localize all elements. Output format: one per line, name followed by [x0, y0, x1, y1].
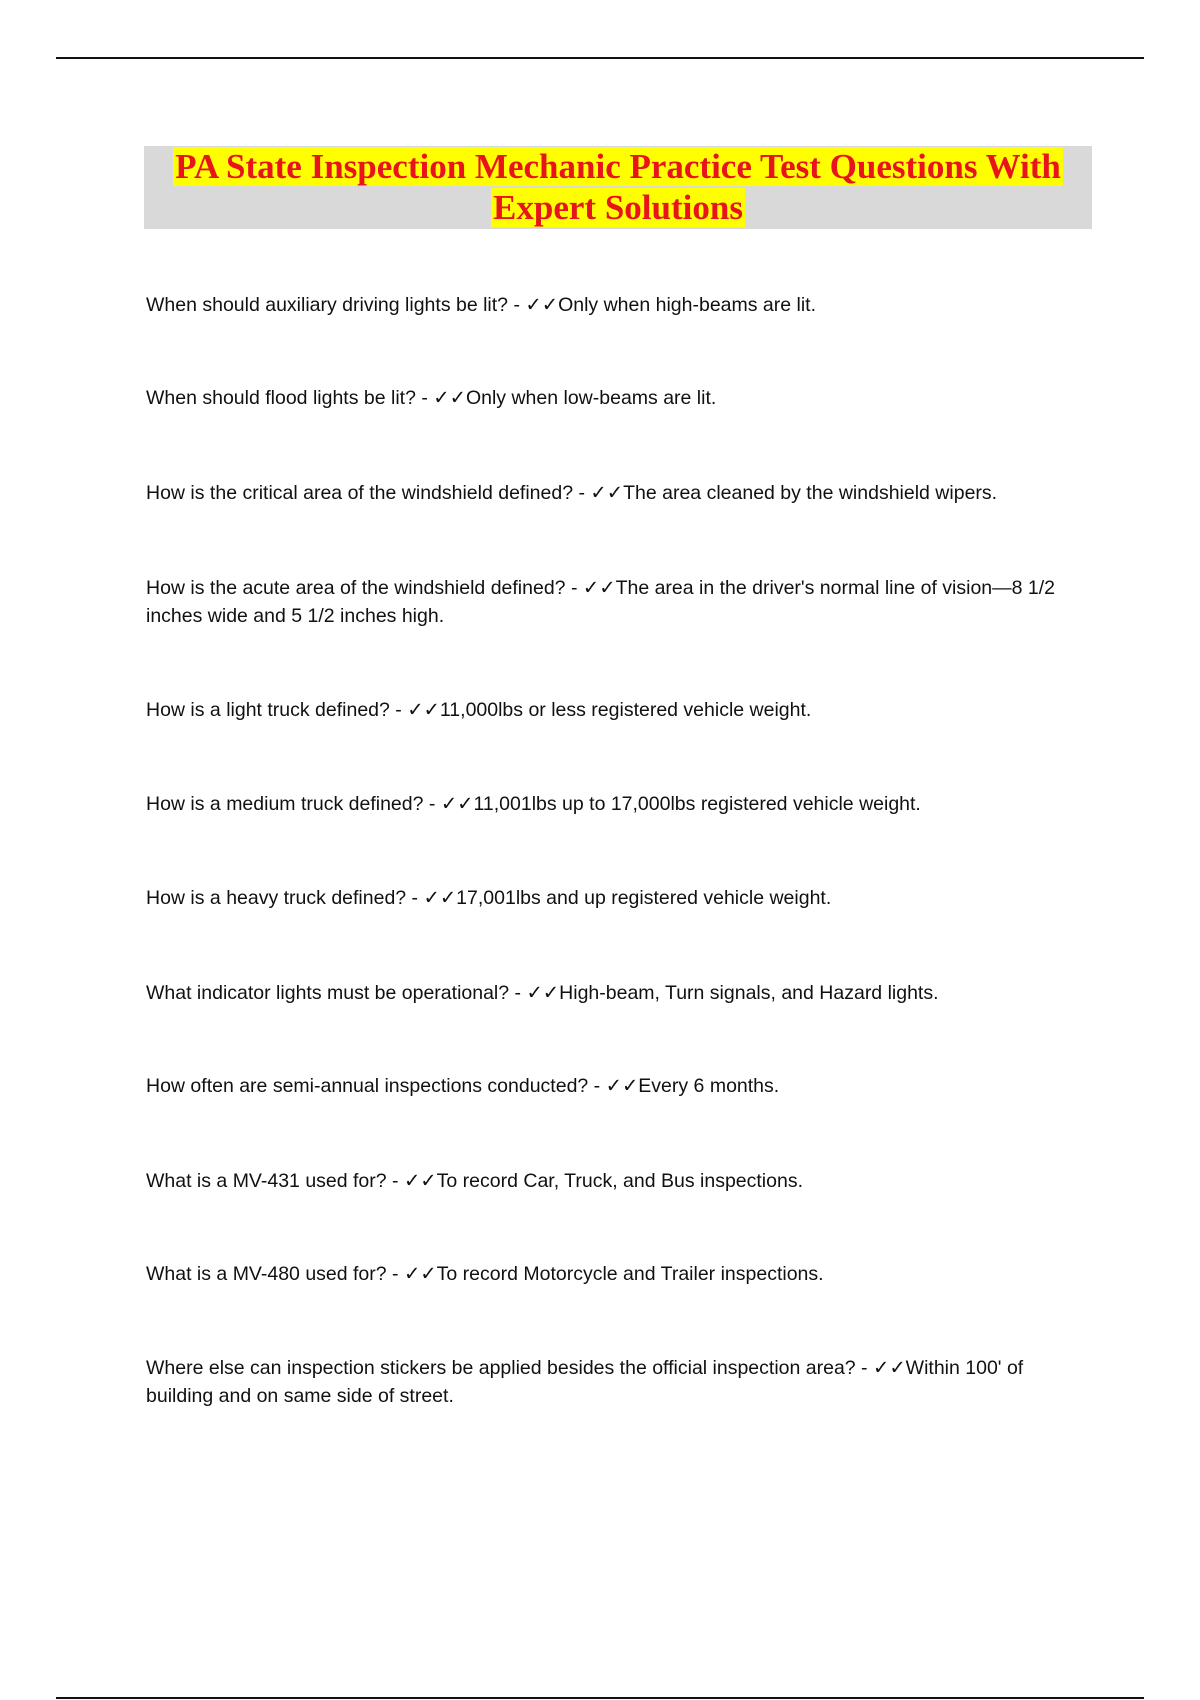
check-icon: ✓✓: [525, 293, 559, 316]
answer-text: 11,000lbs or less registered vehicle weight.: [439, 699, 812, 721]
answer-text: The area cleaned by the windshield wipers.: [623, 482, 998, 504]
check-icon: ✓✓: [605, 1074, 639, 1097]
bottom-rule: [56, 1697, 1144, 1699]
qa-item: [146, 1260, 1076, 1288]
qa-item: [146, 574, 1076, 630]
check-icon: ✓✓: [407, 698, 440, 721]
check-icon: ✓✓: [590, 481, 624, 504]
title-box: [144, 146, 1092, 229]
qa-item: [146, 1167, 1076, 1195]
qa-item: [146, 291, 1076, 319]
question-text: What is a MV-480 used for?: [146, 1263, 387, 1285]
qa-item: [146, 479, 1076, 507]
check-icon: ✓✓: [433, 386, 466, 409]
answer-text: Every 6 months.: [638, 1075, 780, 1097]
answer-text: Only when low-beams are lit.: [465, 387, 717, 409]
qa-item: [146, 1354, 1076, 1410]
check-icon: ✓✓: [440, 792, 474, 815]
question-text: How is the critical area of the windshield defined?: [146, 482, 574, 504]
question-text: Where else can inspection stickers be applied besides the official inspection area?: [146, 1357, 856, 1379]
question-text: How is the acute area of the windshield defined?: [146, 577, 566, 599]
separator: -: [508, 294, 526, 316]
separator: -: [855, 1357, 873, 1379]
question-text: When should auxiliary driving lights be lit?: [146, 294, 509, 316]
question-text: How is a medium truck defined?: [146, 793, 424, 815]
separator: -: [389, 699, 408, 721]
check-icon: ✓✓: [403, 1169, 437, 1192]
qa-item: [146, 884, 1076, 912]
qa-item: [146, 979, 1076, 1007]
check-icon: ✓✓: [403, 1262, 437, 1285]
check-icon: ✓✓: [526, 981, 560, 1004]
check-icon: ✓✓: [582, 576, 616, 599]
check-icon: ✓✓: [423, 886, 457, 909]
page-title: PA State Inspection Mechanic Practice Test Questions With Expert Solutions: [175, 147, 1061, 227]
qa-item: [146, 696, 1076, 724]
answer-text: To record Car, Truck, and Bus inspections.: [436, 1170, 803, 1192]
question-text: How often are semi-annual inspections conducted?: [146, 1075, 589, 1097]
question-text: What is a MV-431 used for?: [146, 1170, 387, 1192]
question-text: How is a heavy truck defined?: [146, 887, 407, 909]
answer-text: Only when high-beams are lit.: [558, 294, 817, 316]
qa-item: [146, 1072, 1076, 1100]
question-text: What indicator lights must be operational?: [146, 982, 510, 1004]
answer-text: To record Motorcycle and Trailer inspections.: [436, 1263, 824, 1285]
question-text: When should flood lights be lit?: [146, 387, 416, 409]
qa-item: [146, 384, 1076, 412]
separator: -: [588, 1075, 606, 1097]
answer-text: 11,001lbs up to 17,000lbs registered vehicle weight.: [473, 793, 921, 815]
separator: -: [386, 1263, 404, 1285]
question-text: How is a light truck defined?: [146, 699, 390, 721]
separator: -: [565, 577, 583, 599]
separator: -: [415, 387, 434, 409]
separator: -: [573, 482, 591, 504]
separator: -: [406, 887, 424, 909]
separator: -: [386, 1170, 404, 1192]
check-icon: ✓✓: [872, 1356, 906, 1379]
answer-text: High-beam, Turn signals, and Hazard lights.: [559, 982, 939, 1004]
answer-text: 17,001lbs and up registered vehicle weight.: [456, 887, 832, 909]
answer-text: Within 100' of building and on same side of street.: [146, 1357, 1024, 1407]
answer-text: The area in the driver's normal line of vision—8 1/2 inches wide and 5 1/2 inches high.: [146, 577, 1055, 627]
separator: -: [423, 793, 441, 815]
separator: -: [509, 982, 527, 1004]
qa-item: [146, 790, 1076, 818]
top-rule: [56, 57, 1144, 59]
